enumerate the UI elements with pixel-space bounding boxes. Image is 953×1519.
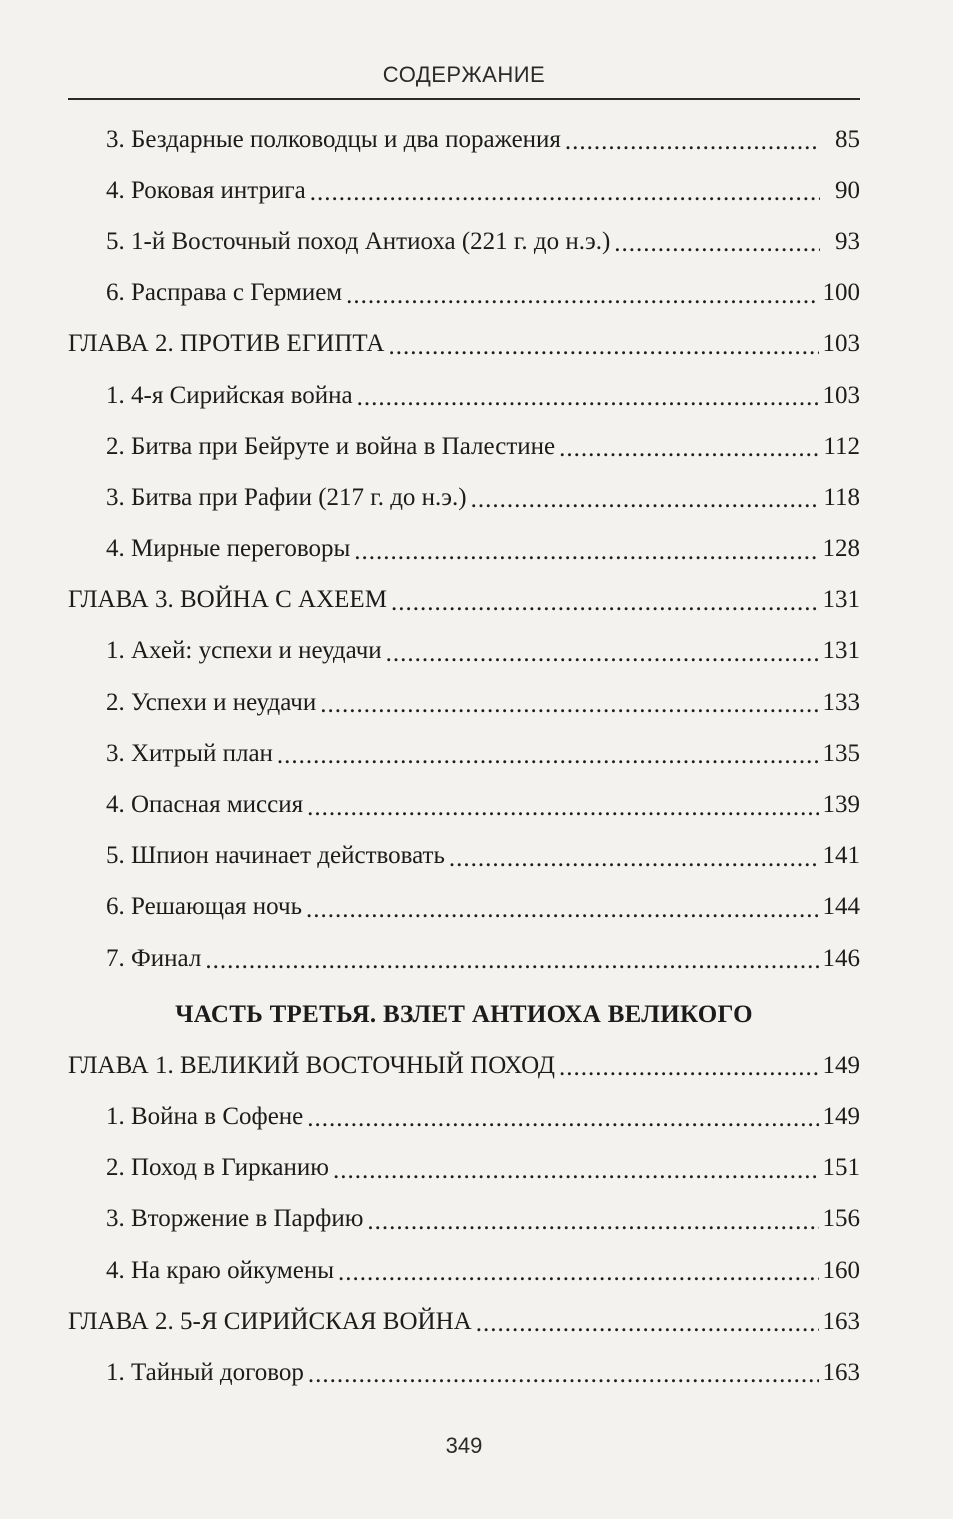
toc-entry-page: 131 <box>822 586 860 614</box>
table-of-contents <box>68 114 860 1399</box>
toc-section-entry <box>68 216 860 267</box>
dot-leader <box>307 1106 818 1131</box>
toc-entry-page: 149 <box>822 1102 860 1130</box>
dot-leader <box>205 948 818 973</box>
toc-entry-title: 4. Роковая интрига <box>106 176 306 204</box>
dot-leader <box>449 846 819 871</box>
toc-entry-page: 103 <box>822 381 860 409</box>
toc-section-entry <box>68 626 860 677</box>
toc-entry-title: ГЛАВА 2. ПРОТИВ ЕГИПТА <box>68 330 385 358</box>
dot-leader <box>310 180 820 205</box>
toc-entry-title: 1. 4-я Сирийская война <box>106 381 353 409</box>
toc-entry-page: 144 <box>822 893 860 921</box>
dot-leader <box>307 795 818 820</box>
toc-entry-title: 2. Успехи и неудачи <box>106 688 317 716</box>
toc-part-heading: ЧАСТЬ ТРЕТЬЯ. ВЗЛЕТ АНТИОХА ВЕЛИКОГО <box>175 1001 753 1029</box>
toc-chapter-entry <box>68 319 860 370</box>
toc-entry-title: 1. Тайный договор <box>106 1358 304 1386</box>
toc-entry-title: 1. Ахей: успехи и неудачи <box>106 637 382 665</box>
toc-entry-page: 118 <box>823 483 860 511</box>
toc-entry-page: 160 <box>822 1256 860 1284</box>
toc-entry-page: 100 <box>822 279 860 307</box>
toc-chapter-entry <box>68 575 860 626</box>
toc-entry-page: 141 <box>822 842 860 870</box>
toc-entry-page: 128 <box>822 535 860 563</box>
toc-section-entry <box>68 728 860 779</box>
toc-entry-page: 139 <box>822 791 860 819</box>
toc-chapter-entry <box>68 1296 860 1347</box>
dot-leader <box>559 436 819 461</box>
toc-entry-page: 90 <box>835 176 860 204</box>
toc-entry-title: 3. Вторжение в Парфию <box>106 1205 364 1233</box>
dot-leader <box>306 897 819 922</box>
dot-leader <box>354 539 818 564</box>
dot-leader <box>357 385 819 410</box>
toc-section-entry <box>68 472 860 523</box>
dot-leader <box>367 1209 818 1234</box>
toc-entry-page: 149 <box>822 1051 860 1079</box>
dot-leader <box>565 129 820 154</box>
dot-leader <box>614 231 820 256</box>
toc-entry-page: 131 <box>822 637 860 665</box>
toc-entry-title: 3. Бездарные полководцы и два поражения <box>106 125 561 153</box>
toc-entry-page: 163 <box>822 1358 860 1386</box>
toc-section-entry <box>68 268 860 319</box>
toc-entry-title: 2. Поход в Гирканию <box>106 1154 329 1182</box>
toc-entry-title: 7. Финал <box>106 944 202 972</box>
toc-entry-title: 2. Битва при Бейруте и война в Палестине <box>106 432 556 460</box>
toc-entry-title: 4. На краю ойкумены <box>106 1256 335 1284</box>
toc-section-entry <box>68 1091 860 1142</box>
toc-entry-title: 3. Битва при Рафии (217 г. до н.э.) <box>106 483 467 511</box>
dot-leader <box>346 283 818 308</box>
toc-section-entry <box>68 421 860 472</box>
dot-leader <box>308 1362 819 1387</box>
toc-entry-title: ГЛАВА 1. ВЕЛИКИЙ ВОСТОЧНЫЙ ПОХОД <box>68 1051 555 1079</box>
running-header: СОДЕРЖАНИЕ <box>382 62 546 87</box>
toc-section-entry <box>68 933 860 984</box>
toc-entry-title: 3. Хитрый план <box>106 739 273 767</box>
toc-entry-title: 5. 1-й Восточный поход Антиоха (221 г. до н.э.) <box>106 227 611 255</box>
dot-leader <box>391 590 819 615</box>
toc-section-entry <box>68 1245 860 1296</box>
toc-entry-title: 4. Опасная миссия <box>106 791 304 819</box>
dot-leader <box>338 1260 818 1285</box>
toc-entry-page: 85 <box>835 125 860 153</box>
dot-leader <box>386 641 819 666</box>
dot-leader <box>476 1311 819 1336</box>
toc-entry-title: 6. Решающая ночь <box>106 893 302 921</box>
dot-leader <box>471 487 820 512</box>
toc-section-entry <box>68 524 860 575</box>
toc-section-entry <box>68 677 860 728</box>
toc-section-entry <box>68 779 860 830</box>
toc-section-entry <box>68 1143 860 1194</box>
toc-entry-page: 151 <box>822 1154 860 1182</box>
toc-entry-page: 146 <box>822 944 860 972</box>
toc-entry-title: 4. Мирные переговоры <box>106 535 351 563</box>
toc-section-entry <box>68 882 860 933</box>
header-rule <box>68 98 860 100</box>
dot-leader <box>277 743 819 768</box>
toc-section-entry <box>68 165 860 216</box>
toc-entry-title: 1. Война в Софене <box>106 1102 304 1130</box>
toc-section-entry <box>68 1347 860 1398</box>
toc-section-entry <box>68 831 860 882</box>
toc-chapter-entry <box>68 1040 860 1091</box>
toc-entry-title: 6. Расправа с Гермием <box>106 279 343 307</box>
toc-entry-page: 93 <box>835 227 860 255</box>
toc-entry-page: 163 <box>822 1307 860 1335</box>
toc-section-entry <box>68 1194 860 1245</box>
dot-leader <box>388 334 818 359</box>
toc-entry-page: 133 <box>822 688 860 716</box>
toc-entry-page: 156 <box>822 1205 860 1233</box>
dot-leader <box>333 1158 819 1183</box>
toc-section-entry <box>68 114 860 165</box>
toc-entry-title: ГЛАВА 2. 5-Я СИРИЙСКАЯ ВОЙНА <box>68 1307 472 1335</box>
toc-entry-page: 135 <box>822 739 860 767</box>
dot-leader <box>559 1055 819 1080</box>
toc-entry-page: 103 <box>822 330 860 358</box>
toc-entry-page: 112 <box>823 432 860 460</box>
page-number: 349 <box>445 1433 483 1458</box>
toc-section-entry <box>68 370 860 421</box>
dot-leader <box>320 692 818 717</box>
toc-entry-title: 5. Шпион начинает действовать <box>106 842 445 870</box>
toc-entry-title: ГЛАВА 3. ВОЙНА С АХЕЕМ <box>68 586 387 614</box>
